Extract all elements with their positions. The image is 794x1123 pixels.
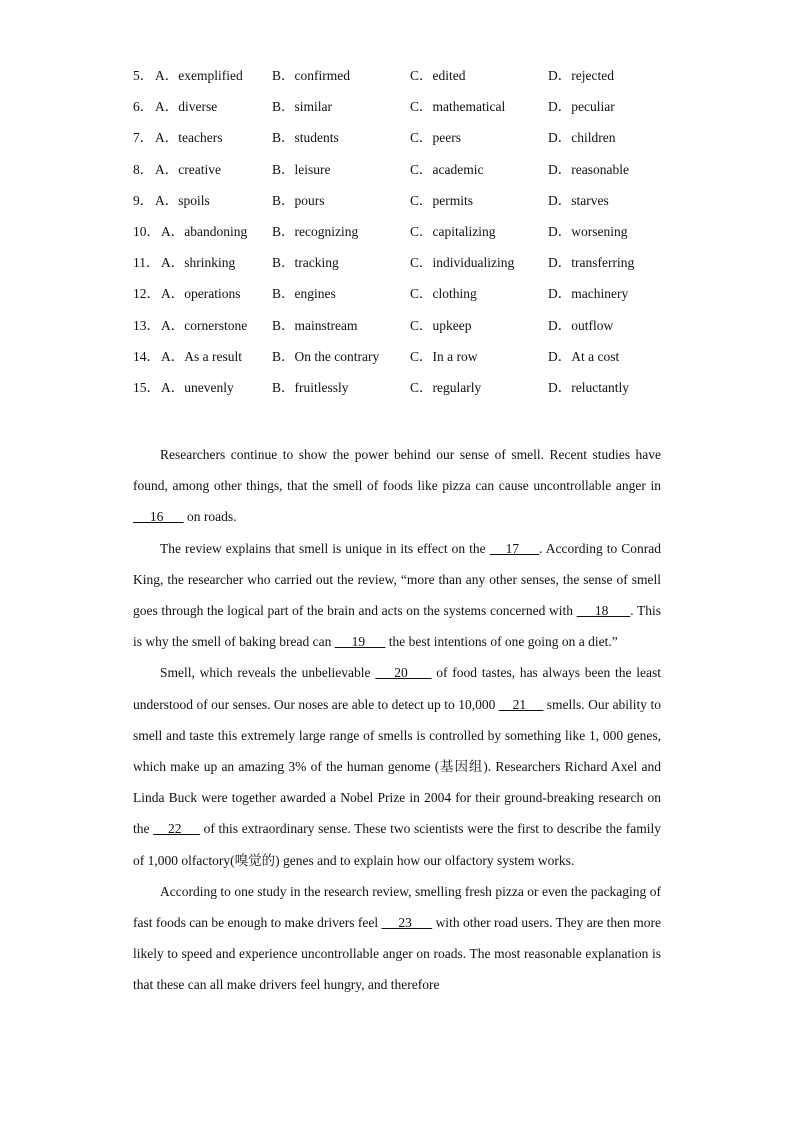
option-row-14 [133,347,693,378]
option-a: A．unevenly [161,379,234,395]
question-number: 13． [133,317,160,333]
blank-20: 20 [375,665,432,681]
option-a: A．operations [161,286,241,302]
option-c: C．academic [410,161,484,177]
option-c: C．peers [410,130,461,146]
option-a: A．creative [155,161,221,177]
option-d: D．worsening [548,223,628,239]
question-number: 7． [133,130,154,146]
option-b: B．leisure [272,161,331,177]
option-c: C．permits [410,192,473,208]
paragraph-3 [133,657,661,875]
passage-text: . According to Conrad King, the researcher who carried out the review, “more than any other senses, the sense of smell goes through the logical part of the brain and acts on the systems concerned with [133,540,662,619]
option-b: B．tracking [272,255,339,271]
option-d: D．At a cost [548,348,620,364]
option-row-8 [133,160,693,191]
option-d: D．rejected [548,68,614,83]
blank-18: 18 [576,603,631,619]
paragraph-1 [133,439,661,533]
option-d: D．reluctantly [548,379,629,395]
question-number: 12． [133,286,160,302]
passage-text: with other road users. They are then more likely to speed and experience uncontrollable anger on roads. The most reasonable explanation is that these can all make drivers feel hungry, and therefore [133,915,661,993]
blank-17: 17 [489,540,540,556]
option-c: C．individualizing [410,255,515,271]
passage-text: The review explains that smell is unique in its effect on the [160,540,490,556]
passage-text: of food tastes, has always been the least understood of our senses. Our noses are able to detect up to 10,000 [133,665,661,712]
option-b: B．engines [272,286,336,302]
blank-22: 22 [153,821,200,837]
option-row-15 [133,378,693,409]
question-number: 15． [133,379,160,395]
answer-options-list [133,66,693,409]
option-a: A．spoils [155,192,210,208]
paragraph-4 [133,876,661,1001]
option-b: B．pours [272,192,325,208]
option-a: A．teachers [155,130,223,146]
option-row-12 [133,284,693,315]
option-a: A．exemplified [155,68,243,83]
blank-19: 19 [334,634,386,650]
option-row-7 [133,128,693,159]
passage-text: of this extraordinary sense. These two scientists were the first to describe the family of 1,000 olfactory(嗅觉的) genes and to explain how our olfactory system works. [133,821,661,868]
option-a: A．As a result [161,348,242,364]
option-row-10 [133,222,693,253]
option-row-5 [133,66,693,97]
option-c: C．capitalizing [410,223,496,239]
option-b: B．students [272,130,339,146]
option-b: B．fruitlessly [272,379,349,395]
option-d: D．reasonable [548,161,629,177]
passage-text: smells. Our ability to smell and taste this extremely large range of smells is controlled by something like 1, 000 genes, which make up an amazing 3% of the human genome (基因组). Researchers Richard Axel and Linda Buck were together awarded a Nobel Prize in 2004 for their ground-breaking research on the [133,696,662,837]
paragraph-2 [133,533,661,658]
question-number: 10． [133,223,160,239]
option-c: C．upkeep [410,317,472,333]
option-d: D．children [548,130,616,146]
option-c: C．regularly [410,379,482,395]
passage-text: According to one study in the research review, smelling fresh pizza or even the packaging of fast foods can be enough to make drivers feel [133,883,661,931]
option-b: B．recognizing [272,223,359,239]
option-c: C．edited [410,68,466,83]
option-b: B．confirmed [272,68,350,83]
option-c: C．clothing [410,286,477,302]
passage-text: Smell, which reveals the unbelievable [160,665,376,681]
option-row-9 [133,191,693,222]
reading-passage [133,439,661,1001]
option-a: A．cornerstone [161,317,248,333]
option-row-6 [133,97,693,128]
blank-16: 16 [133,509,184,525]
option-b: B．similar [272,99,332,115]
option-b: B．On the contrary [272,348,380,364]
option-c: C．mathematical [410,99,506,115]
passage-text: Researchers continue to show the power behind our sense of smell. Recent studies have found, among other things, that the smell of foods like pizza can cause uncontrollable anger in [133,447,661,494]
question-number: 9． [133,192,154,208]
question-number: 11． [133,255,160,271]
option-row-13 [133,316,693,347]
passage-text: . This is why the smell of baking bread can [133,603,661,650]
option-d: D．peculiar [548,99,615,115]
option-d: D．machinery [548,286,629,302]
question-number: 5． [133,68,154,83]
blank-21: 21 [498,696,544,712]
option-a: A．diverse [155,99,218,115]
passage-text: on roads. [183,509,237,525]
option-d: D．starves [548,192,609,208]
option-a: A．shrinking [161,255,236,271]
option-d: D．transferring [548,255,635,271]
option-b: B．mainstream [272,317,358,333]
option-d: D．outflow [548,317,614,333]
option-c: C．In a row [410,348,478,364]
question-number: 6． [133,99,154,115]
question-number: 14． [133,348,160,364]
option-a: A．abandoning [161,223,248,239]
option-row-11 [133,253,693,284]
passage-text: the best intentions of one going on a diet.” [385,634,618,650]
question-number: 8． [133,161,154,177]
blank-23: 23 [381,915,433,931]
